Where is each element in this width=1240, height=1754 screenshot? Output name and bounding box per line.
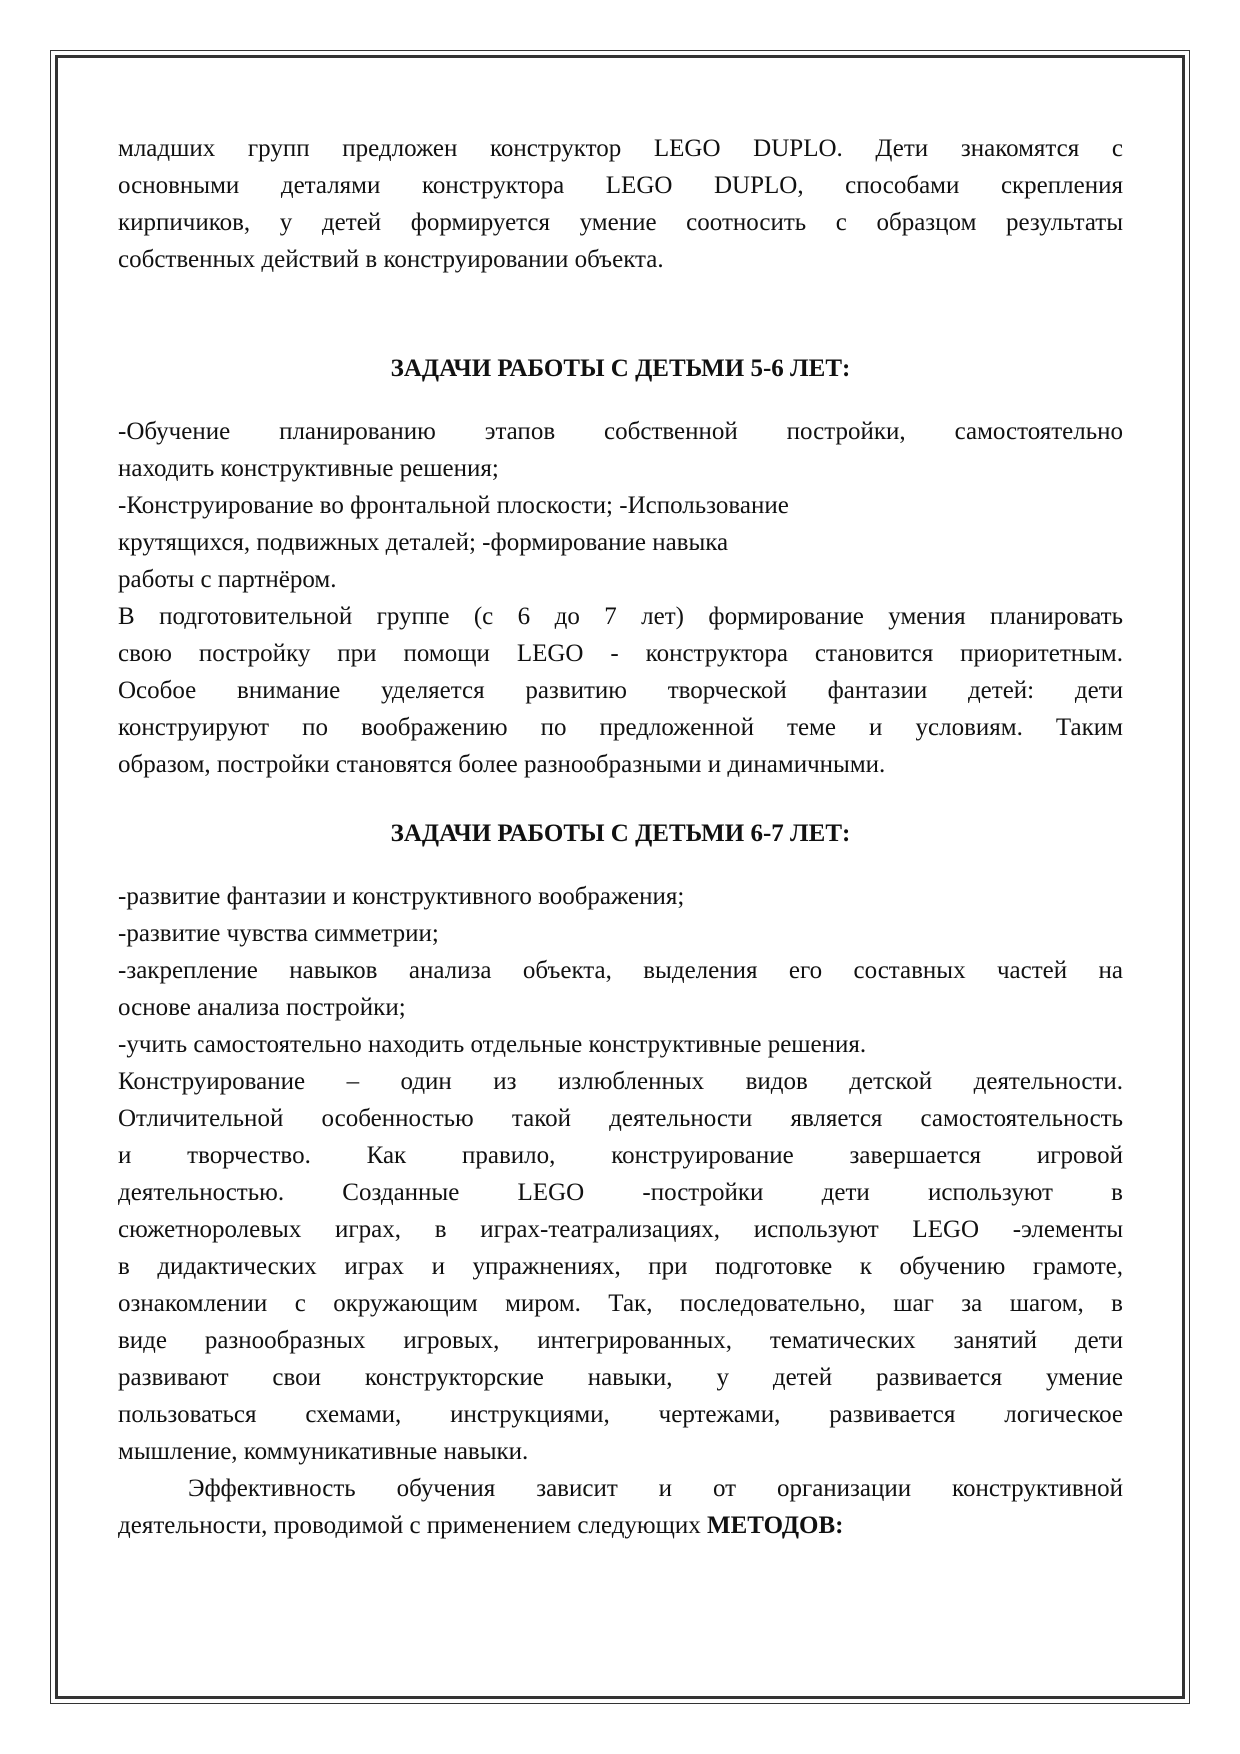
text-line: развивают свои конструкторские навыки, у детей развивается умение xyxy=(118,1364,1123,1391)
text-line: образом, постройки становятся более разнообразными и динамичными. xyxy=(118,751,886,778)
text-line: виде разнообразных игровых, интегрированных, тематических занятий дети xyxy=(118,1327,1123,1354)
closing-text: деятельности, проводимой с применением следующих xyxy=(118,1512,707,1539)
closing-line: Эффективность обучения зависит и от организации конструктивной xyxy=(188,1475,1123,1502)
text-line: и творчество. Как правило, конструирование завершается игровой xyxy=(118,1142,1123,1169)
section-heading-6-7: ЗАДАЧИ РАБОТЫ С ДЕТЬМИ 6-7 ЛЕТ: xyxy=(390,820,851,847)
text-line: Особое внимание уделяется развитию творческой фантазии детей: дети xyxy=(118,677,1123,704)
section-6-7-body xyxy=(118,878,1123,1470)
text-line: -развитие чувства симметрии; xyxy=(118,920,439,947)
text-line: -развитие фантазии и конструктивного воображения; xyxy=(118,883,685,910)
closing-paragraph xyxy=(118,1470,1123,1544)
intro-line: кирпичиков, у детей формируется умение соотносить с образцом результаты xyxy=(118,209,1123,236)
document-body xyxy=(118,130,1123,1544)
text-line: в дидактических играх и упражнениях, при подготовке к обучению грамоте, xyxy=(118,1253,1123,1280)
methods-emphasis: МЕТОДОВ xyxy=(707,1512,836,1539)
text-line: ознакомлении с окружающим миром. Так, последовательно, шаг за шагом, в xyxy=(118,1290,1123,1317)
intro-line: основными деталями конструктора LEGO DUPLO, способами скрепления xyxy=(118,172,1123,199)
text-line: конструируют по воображению по предложенной теме и условиям. Таким xyxy=(118,714,1123,741)
text-line: сюжетноролевых играх, в играх-театрализациях, используют LEGO -элементы xyxy=(118,1216,1123,1243)
text-line: Отличительной особенностью такой деятельности является самостоятельность xyxy=(118,1105,1123,1132)
text-line: -Конструирование во фронтальной плоскости; -Использование xyxy=(118,492,789,519)
section-5-6-body xyxy=(118,413,1123,783)
intro-paragraph xyxy=(118,130,1123,278)
text-line: пользоваться схемами, инструкциями, чертежами, развивается логическое xyxy=(118,1401,1123,1428)
text-line: мышление, коммуникативные навыки. xyxy=(118,1438,529,1465)
text-line: основе анализа постройки; xyxy=(118,994,406,1021)
text-line: находить конструктивные решения; xyxy=(118,455,499,482)
text-line: деятельностью. Созданные LEGO -постройки дети используют в xyxy=(118,1179,1123,1206)
text-line: -учить самостоятельно находить отдельные конструктивные решения. xyxy=(118,1031,867,1058)
text-line: крутящихся, подвижных деталей; -формирование навыка xyxy=(118,529,729,556)
section-heading-5-6: ЗАДАЧИ РАБОТЫ С ДЕТЬМИ 5-6 ЛЕТ: xyxy=(390,355,851,382)
intro-line: младших групп предложен конструктор LEGO DUPLO. Дети знакомятся с xyxy=(118,135,1123,162)
text-line: работы с партнёром. xyxy=(118,566,337,593)
text-line: -закрепление навыков анализа объекта, выделения его составных частей на xyxy=(118,957,1123,984)
intro-line: собственных действий в конструировании объекта. xyxy=(118,246,664,273)
closing-colon: : xyxy=(835,1512,844,1539)
text-line: свою постройку при помощи LEGO - конструктора становится приоритетным. xyxy=(118,640,1123,667)
text-line: -Обучение планированию этапов собственной постройки, самостоятельно xyxy=(118,418,1123,445)
text-line: Конструирование – один из излюбленных видов детской деятельности. xyxy=(118,1068,1123,1095)
closing-line xyxy=(118,1507,1123,1544)
text-line: В подготовительной группе (с 6 до 7 лет) формирование умения планировать xyxy=(118,603,1123,630)
